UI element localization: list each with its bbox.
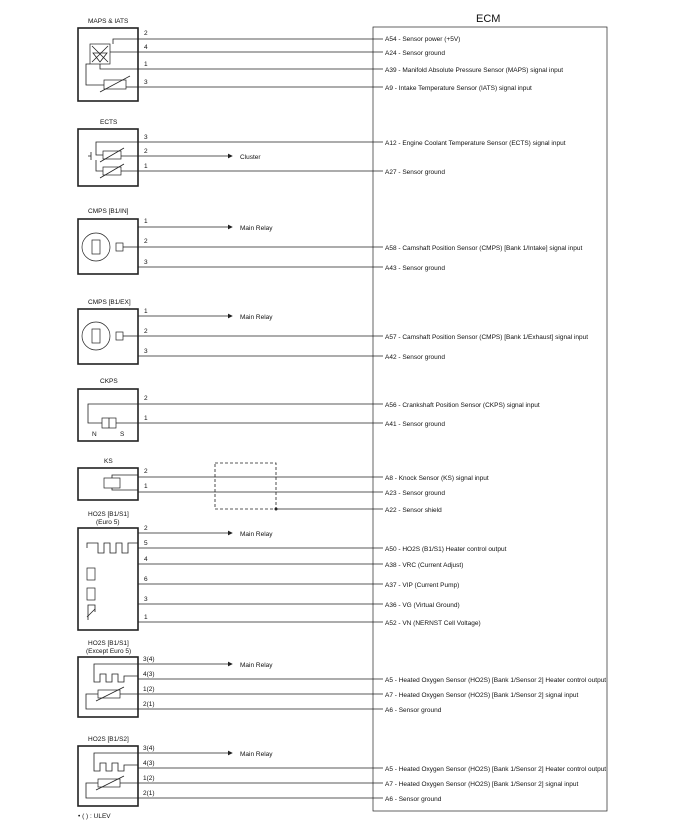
relay-label: Main Relay: [240, 531, 273, 538]
sensor-label: HO2S [B1/S1]: [88, 640, 129, 647]
pin-label: 4: [144, 556, 148, 563]
pin-label: 1: [144, 308, 148, 315]
shield-wire: [215, 463, 276, 509]
footnote: • ( ) : ULEV: [78, 813, 111, 820]
sensor-label: CMPS [B1/IN]: [88, 208, 129, 215]
relay-label: Main Relay: [240, 662, 273, 669]
sensor-label: MAPS & IATS: [88, 18, 129, 25]
pin-label: 1: [144, 614, 148, 621]
relay-label: Main Relay: [240, 225, 273, 232]
pin-label: 3(4): [143, 656, 155, 663]
pin-label: 1(2): [143, 775, 155, 782]
signal-label: A54 - Sensor power (+5V): [385, 36, 461, 43]
signal-label: A42 - Sensor ground: [385, 354, 445, 361]
cluster-label: Cluster: [240, 154, 261, 161]
signal-label: A6 - Sensor ground: [385, 707, 442, 714]
pin-label: 1: [144, 218, 148, 225]
thermistor-icon: [104, 80, 126, 89]
sensing-element-icon: [98, 779, 120, 787]
pin-label: 2: [144, 468, 148, 475]
pin-label: 2: [144, 525, 148, 532]
pin-label: 1(2): [143, 686, 155, 693]
pin-label: 3: [144, 79, 148, 86]
relay-label: Main Relay: [240, 314, 273, 321]
signal-label: A7 - Heated Oxygen Sensor (HO2S) [Bank 1/Sensor 2] signal input: [385, 781, 579, 788]
signal-label: A9 - Intake Temperature Sensor (IATS) signal input: [385, 85, 532, 92]
signal-label: A36 - VG (Virtual Ground): [385, 602, 460, 609]
sensor-label: HO2S [B1/S1]: [88, 511, 129, 518]
sensor-box: [78, 657, 138, 717]
sensing-element-icon: [98, 690, 120, 698]
pin-label: 2: [144, 238, 148, 245]
pin-label: 2(1): [143, 701, 155, 708]
pin-label: 3: [144, 596, 148, 603]
signal-label: A57 - Camshaft Position Sensor (CMPS) [Bank 1/Exhaust] signal input: [385, 334, 589, 341]
pin-label: 1: [144, 163, 148, 170]
sensor-label: ECTS: [100, 119, 118, 126]
sensor-label: CKPS: [100, 378, 118, 385]
signal-label: A22 - Sensor shield: [385, 507, 442, 514]
pin-label: 1: [144, 61, 148, 68]
sensor-box: [78, 746, 138, 806]
sensor-label: CMPS [B1/EX]: [88, 299, 131, 306]
signal-label: A12 - Engine Coolant Temperature Sensor (ECTS) signal input: [385, 140, 566, 147]
signal-label: A50 - HO2S (B1/S1) Heater control output: [385, 546, 507, 553]
pin-label: 2: [144, 30, 148, 37]
pin-label: 2(1): [143, 790, 155, 797]
pole-label: S: [120, 431, 125, 438]
relay-label: Main Relay: [240, 751, 273, 758]
pin-label: 4(3): [143, 671, 155, 678]
pin-label: 1: [144, 483, 148, 490]
piezo-icon: [104, 478, 120, 488]
signal-label: A5 - Heated Oxygen Sensor (HO2S) [Bank 1/Sensor 2] Heater control output: [385, 677, 607, 684]
signal-label: A24 - Sensor ground: [385, 50, 445, 57]
signal-label: A7 - Heated Oxygen Sensor (HO2S) [Bank 1/Sensor 2] signal input: [385, 692, 579, 699]
sensor-sublabel: (Euro 5): [96, 519, 120, 526]
pin-label: 5: [144, 540, 148, 547]
pin-label: 1: [144, 415, 148, 422]
pin-label: 2: [144, 328, 148, 335]
ecm-title: ECM: [476, 13, 501, 25]
sensor-label: HO2S [B1/S2]: [88, 736, 129, 743]
pole-label: N: [92, 431, 97, 438]
pin-label: 4: [144, 44, 148, 51]
signal-label: A58 - Camshaft Position Sensor (CMPS) [Bank 1/Intake] signal input: [385, 245, 583, 252]
signal-label: A52 - VN (NERNST Cell Voltage): [385, 620, 481, 627]
sensor-sublabel: (Except Euro 5): [86, 648, 132, 655]
signal-label: A5 - Heated Oxygen Sensor (HO2S) [Bank 1/Sensor 2] Heater control output: [385, 766, 607, 773]
pin-label: 3: [144, 259, 148, 266]
pin-label: 3: [144, 134, 148, 141]
signal-label: A27 - Sensor ground: [385, 169, 445, 176]
pin-label: 3(4): [143, 745, 155, 752]
signal-label: A37 - VIP (Current Pump): [385, 582, 460, 589]
sensor-label: KS: [104, 458, 113, 465]
signal-label: A56 - Crankshaft Position Sensor (CKPS) signal input: [385, 402, 540, 409]
signal-label: A41 - Sensor ground: [385, 421, 445, 428]
signal-label: A23 - Sensor ground: [385, 490, 445, 497]
pin-label: 6: [144, 576, 148, 583]
pin-label: 2: [144, 395, 148, 402]
signal-label: A8 - Knock Sensor (KS) signal input: [385, 475, 489, 482]
pin-label: 3: [144, 348, 148, 355]
signal-label: A38 - VRC (Current Adjust): [385, 562, 464, 569]
cell-icon: [87, 588, 95, 600]
cell-icon: [87, 568, 95, 580]
signal-label: A43 - Sensor ground: [385, 265, 445, 272]
signal-label: A39 - Manifold Absolute Pressure Sensor (MAPS) signal input: [385, 67, 564, 74]
signal-label: A6 - Sensor ground: [385, 796, 442, 803]
sensor-box: [78, 389, 138, 441]
pin-label: 4(3): [143, 760, 155, 767]
pin-label: 2: [144, 148, 148, 155]
